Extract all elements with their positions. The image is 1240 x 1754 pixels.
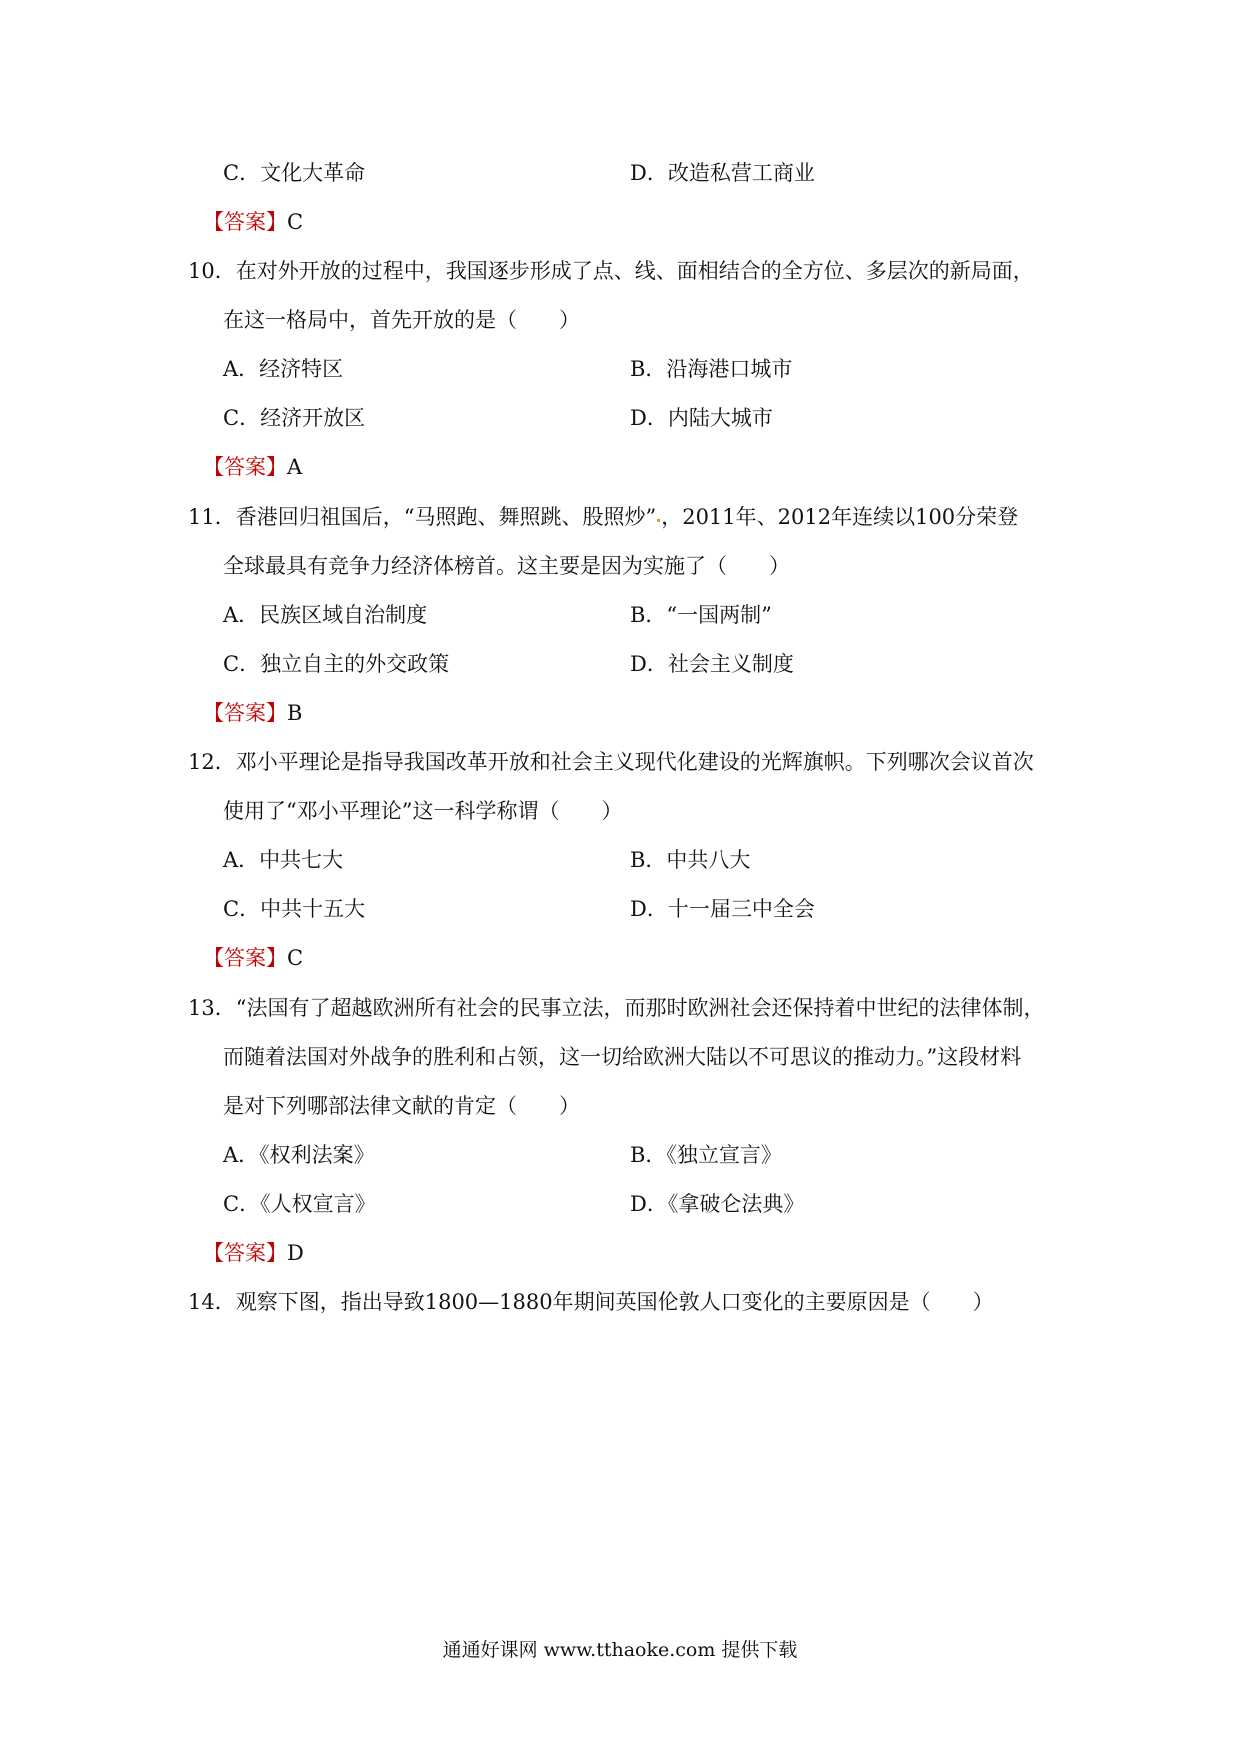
answer-value: C: [287, 946, 304, 970]
q13-option-b: B．《独立宣言》: [630, 1143, 782, 1167]
q12-answer: [203, 943, 303, 973]
answer-value: A: [287, 455, 303, 479]
q12-option-a: A．中共七大: [223, 848, 344, 872]
q9-option-c: C．文化大革命: [223, 161, 366, 185]
q12-stem-line2: 使用了“邓小平理论”这一科学称谓（ ）: [223, 799, 623, 823]
answer-value: D: [287, 1241, 304, 1265]
q11-option-a: A．民族区域自治制度: [223, 603, 428, 627]
q12-option-b: B．中共八大: [630, 848, 751, 872]
q11-stem-line1-b: ，2011年、2012年连续以100分荣登: [661, 505, 1019, 529]
q10-option-c: C．经济开放区: [223, 406, 366, 430]
q10-option-b: B．沿海港口城市: [630, 357, 793, 381]
q13-option-d: D．《拿破仑法典》: [630, 1192, 805, 1216]
q11-option-b: B．“一国两制”: [630, 603, 772, 627]
q10-option-d: D．内陆大城市: [630, 406, 773, 430]
stray-mark: [657, 519, 660, 522]
q10-option-a: A．经济特区: [223, 357, 344, 381]
q11-stem-line1: [188, 502, 1018, 532]
q14-stem-line1: 14．观察下图，指出导致1800—1880年期间英国伦敦人口变化的主要原因是（ ）: [188, 1290, 994, 1314]
q10-stem-line1: 10．在对外开放的过程中，我国逐步形成了点、线、面相结合的全方位、多层次的新局面，: [188, 259, 1034, 283]
answer-label: 【答案】: [203, 946, 287, 970]
q13-stem-line1: 13．“法国有了超越欧洲所有社会的民事立法，而那时欧洲社会还保持着中世纪的法律体制，: [188, 996, 1045, 1020]
answer-label: 【答案】: [203, 701, 287, 725]
q11-option-c: C．独立自主的外交政策: [223, 652, 450, 676]
q10-answer: [203, 452, 302, 482]
q13-stem-line2: 而随着法国对外战争的胜利和占领，这一切给欧洲大陆以不可思议的推动力。”这段材料: [223, 1045, 1022, 1069]
q12-stem-line1: 12．邓小平理论是指导我国改革开放和社会主义现代化建设的光辉旗帜。下列哪次会议首次: [188, 750, 1034, 774]
page-footer: 通通好课网 www.tthaoke.com 提供下载: [442, 1639, 798, 1661]
q13-answer: [203, 1238, 304, 1268]
q9-option-d: D．改造私营工商业: [630, 161, 815, 185]
answer-value: B: [287, 701, 303, 725]
answer-label: 【答案】: [203, 1241, 287, 1265]
q11-answer: [203, 698, 302, 728]
q9-answer: [203, 207, 303, 237]
answer-label: 【答案】: [203, 210, 287, 234]
q11-stem-line2: 全球最具有竞争力经济体榜首。这主要是因为实施了（ ）: [223, 554, 790, 578]
answer-label: 【答案】: [203, 455, 287, 479]
q12-option-c: C．中共十五大: [223, 897, 366, 921]
q13-option-c: C．《人权宣言》: [223, 1192, 376, 1216]
q11-option-d: D．社会主义制度: [630, 652, 794, 676]
answer-value: C: [287, 210, 304, 234]
q11-stem-line1-a: 11．香港回归祖国后，“马照跑、舞照跳、股照炒”: [188, 505, 657, 529]
q13-option-a: A．《权利法案》: [223, 1143, 375, 1167]
q10-stem-line2: 在这一格局中，首先开放的是（ ）: [223, 308, 580, 332]
q13-stem-line3: 是对下列哪部法律文献的肯定（ ）: [223, 1094, 580, 1118]
q12-option-d: D．十一届三中全会: [630, 897, 815, 921]
